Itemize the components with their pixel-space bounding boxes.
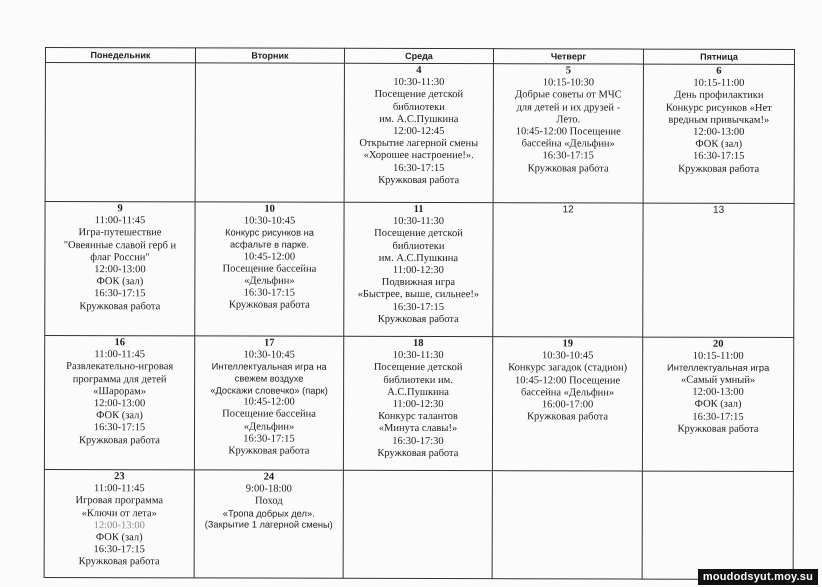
event-line: 10:15-11:00: [692, 350, 744, 363]
event-line: Посещение бассейна: [222, 408, 316, 421]
event-line: Кружковая работа: [78, 556, 160, 568]
event-line: 10:30-11:30: [393, 77, 445, 89]
event-line: 16:30-17:15: [243, 287, 296, 299]
day-number: 5: [565, 65, 572, 77]
event-line: Посещение бассейна: [222, 263, 317, 275]
event-line: Игра-путешествие: [78, 227, 162, 239]
event-line: Игровая программа: [75, 495, 164, 507]
event-line: «Минута славы!»: [378, 423, 458, 435]
event-line: 16:30-17:15: [93, 422, 146, 434]
event-line: Кружковая работа: [78, 434, 160, 446]
week-row: [45, 63, 794, 204]
event-line: бассейна «Дельфин»: [520, 387, 615, 399]
day-cell: [344, 63, 493, 202]
event-line: вредным привычкам!»: [668, 114, 770, 126]
event-line: Посещение детской: [374, 228, 463, 240]
event-line: Открытие лагерной смены: [359, 138, 479, 150]
event-line: «Доскажи словечко» (парк): [210, 385, 328, 396]
week-row: [44, 336, 793, 472]
event-line: 16:30-17:15: [693, 151, 745, 163]
day-cell: [44, 469, 194, 577]
header-tuesday: Вторник: [195, 48, 344, 63]
day-cell: [643, 64, 794, 203]
event-line: бассейна «Дельфин»: [521, 138, 615, 150]
week-row: [44, 469, 793, 579]
event-line: Интеллектуальная игра: [667, 363, 770, 374]
event-line: 10:45-12:00 Посещение: [515, 374, 621, 387]
day-number: 23: [114, 471, 125, 483]
event-line: (Закрытие 1 лагерной смены): [204, 519, 333, 530]
event-line: Конкурс талантов: [378, 411, 458, 423]
event-line: 11:00-12:30: [392, 398, 444, 411]
event-line: «Самый умный»: [681, 374, 756, 386]
event-line: «Дельфин»: [243, 421, 295, 433]
event-line: Посещение детской: [373, 362, 463, 374]
day-cell: [343, 336, 492, 470]
event-line: им. А.С.Пушкина: [378, 252, 459, 264]
event-line: Кружковая работа: [527, 411, 609, 423]
event-line: 11:00-12:30: [392, 264, 444, 277]
event-line: 10:45-12:00: [243, 251, 296, 263]
day-cell: [642, 471, 793, 579]
day-cell: [492, 471, 642, 579]
day-number: 10: [264, 203, 275, 215]
event-line: «Быстрее, выше, сильнее!»: [357, 289, 480, 301]
event-line: 9:00-18:00: [245, 483, 292, 495]
event-line: 16:30-17:15: [94, 288, 146, 300]
event-line: 16:30-17:30: [392, 435, 444, 447]
event-line: День профилактики: [674, 90, 764, 102]
event-line: Кружковая работа: [377, 447, 459, 459]
event-line: 10:15-11:00: [693, 77, 745, 90]
event-line: 11:00-11:45: [94, 215, 146, 227]
day-cell: [344, 202, 493, 336]
day-cell: [493, 64, 643, 203]
event-line: 12:00-12:45: [393, 125, 445, 138]
day-cell: [195, 202, 344, 336]
header-wednesday: Среда: [344, 48, 493, 63]
day-number: 13: [712, 204, 725, 216]
event-line: 16:30-17:15: [392, 301, 445, 313]
header-monday: Понедельник: [45, 48, 195, 63]
event-line: 12:00-13:00: [94, 264, 146, 276]
event-line: "Овеянные славой герб и: [63, 239, 177, 251]
event-line: 11:00-11:45: [94, 349, 145, 361]
event-line: «Шарорам»: [93, 385, 147, 398]
day-cell: [194, 470, 343, 578]
day-number: 24: [263, 471, 275, 483]
event-line: библиотеки им.: [383, 374, 453, 386]
event-line: 16:30-17:15: [542, 150, 594, 162]
day-number: 9: [117, 203, 123, 215]
event-line: 12:00-13:00: [693, 126, 745, 138]
event-line: флаг России": [90, 251, 150, 264]
day-cell: [492, 337, 642, 471]
event-line: 12:00-13:00: [93, 519, 145, 532]
event-line: Добрые советы от МЧС: [515, 89, 622, 101]
event-line: Развлекательно-игровая: [66, 361, 174, 373]
event-line: для детей и их друзей -: [516, 101, 621, 114]
header-thursday: Четверг: [493, 49, 643, 64]
event-line: ФОК (зал): [695, 138, 743, 151]
event-line: 10:45-12:00: [243, 396, 295, 408]
event-line: 10:15-10:30: [542, 77, 595, 89]
event-line: Кружковая работа: [228, 299, 310, 312]
day-number: 16: [114, 337, 125, 349]
event-line: Конкурс рисунков на: [225, 227, 314, 239]
event-line: ФОК (зал): [96, 410, 143, 422]
event-line: 10:30-10:45: [243, 215, 296, 227]
event-line: Кружковая работа: [378, 174, 460, 186]
day-cell: [45, 63, 195, 202]
event-line: Кружковая работа: [79, 300, 161, 312]
day-number: 6: [716, 65, 722, 77]
day-cell: [642, 337, 793, 471]
event-line: «Дельфин»: [244, 275, 295, 287]
event-line: Конкурс загадок (стадион): [508, 362, 628, 374]
day-cell: [44, 336, 194, 470]
day-cell: [493, 203, 643, 337]
event-line: 16:30-17:15: [243, 433, 295, 445]
site-watermark: moudodsyut.moy.su: [698, 569, 818, 585]
event-line: Кружковая работа: [228, 445, 310, 457]
day-cell: [194, 336, 343, 470]
event-line: ФОК (зал): [95, 532, 143, 544]
event-line: 16:30-17:15: [93, 544, 145, 556]
event-line: «Хорошее настроение!».: [363, 150, 474, 162]
event-line: Посещение детской: [374, 89, 464, 101]
day-number: 11: [413, 203, 424, 215]
event-line: 12:00-13:00: [692, 386, 744, 399]
event-line: Подвижная игра: [381, 277, 456, 289]
header-friday: Пятница: [643, 49, 794, 64]
day-cell: [343, 470, 492, 578]
event-line: 11:00-11:45: [94, 483, 145, 495]
event-line: «Тропа добрых дел».: [222, 508, 315, 519]
event-line: 16:30-17:15: [692, 411, 744, 423]
day-number: 18: [412, 337, 424, 349]
event-line: 16:30-17:15: [392, 162, 445, 174]
week-row: [45, 202, 794, 338]
event-line: свежем воздухе: [234, 373, 304, 384]
event-line: Кружковая работа: [527, 162, 609, 175]
event-line: 10:45-12:00 Посещение: [515, 126, 621, 138]
event-line: Кружковая работа: [678, 163, 760, 175]
event-line: программа для детей: [72, 373, 167, 385]
event-line: Конкурс рисунков «Нет: [665, 102, 772, 114]
event-line: 10:30-10:45: [542, 350, 594, 362]
event-line: библиотеки: [392, 240, 445, 252]
event-line: 12:00-13:00: [93, 398, 146, 410]
event-line: «Ключи от лета»: [81, 507, 157, 519]
event-line: Кружковая работа: [677, 423, 759, 435]
event-line: 10:30-11:30: [393, 216, 445, 228]
event-line: Поход: [254, 495, 283, 508]
event-line: ФОК (зал): [694, 399, 742, 411]
event-line: библиотеки: [392, 101, 445, 113]
day-number: 4: [416, 64, 422, 76]
event-line: А.С.Пушкина: [387, 386, 449, 398]
event-line: 16:00-17:00: [541, 399, 594, 411]
day-cell: [643, 203, 794, 337]
event-line: 10:30-10:45: [243, 349, 295, 361]
day-number: 20: [712, 338, 724, 350]
event-line: ФОК (зал): [96, 276, 144, 288]
event-line: асфальте в парке.: [230, 239, 309, 250]
event-line: Лето.: [556, 114, 581, 126]
day-cell: [195, 63, 344, 202]
event-line: 10:30-11:30: [392, 350, 444, 362]
day-number: 19: [562, 338, 573, 350]
event-line: Интеллектуальная игра на: [211, 361, 327, 373]
event-line: Кружковая работа: [377, 313, 459, 325]
day-cell: [45, 202, 195, 336]
event-line: им. А.С.Пушкина: [379, 113, 459, 125]
day-number: 17: [263, 337, 275, 349]
day-number: 12: [562, 204, 574, 216]
schedule-table: [44, 47, 795, 580]
